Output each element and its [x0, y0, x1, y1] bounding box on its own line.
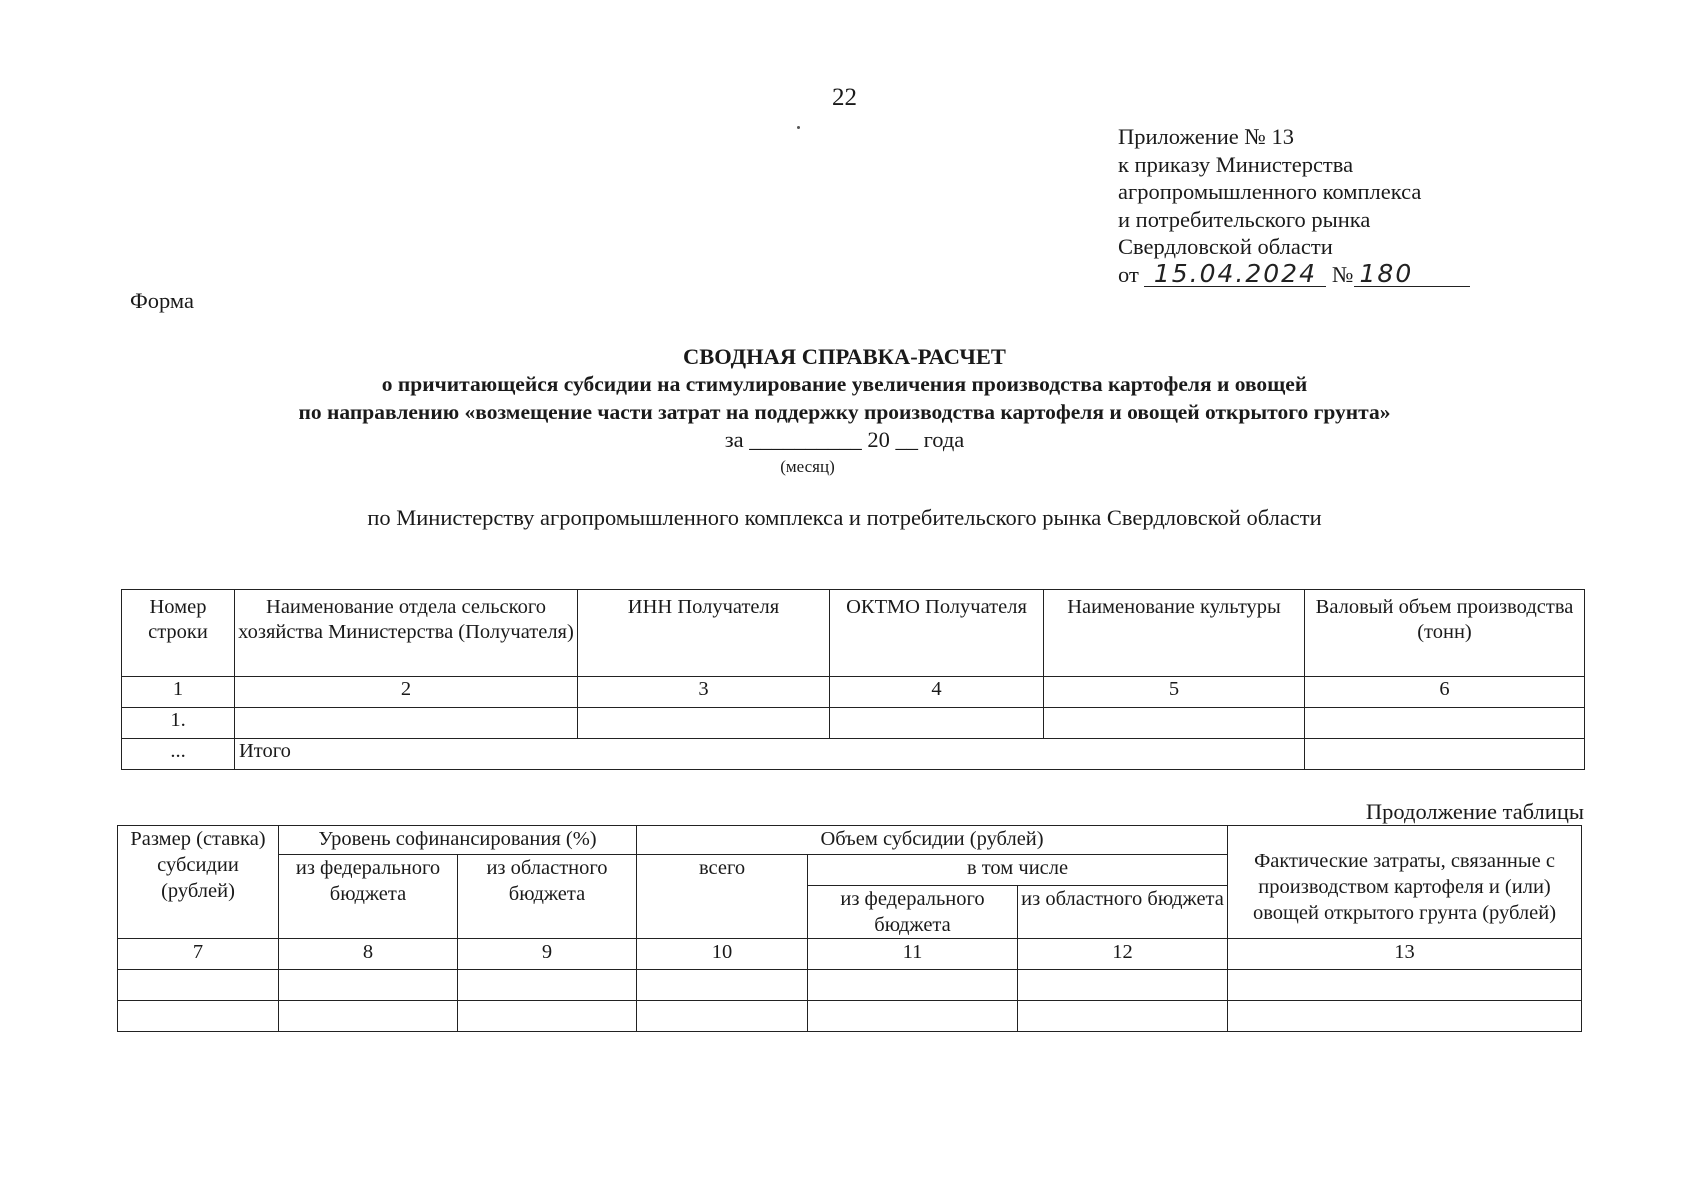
- ellipsis-cell: ...: [122, 739, 235, 770]
- header-oktmo: ОКТМО Получателя: [830, 590, 1044, 677]
- date-prefix: от: [1118, 261, 1139, 287]
- empty-cell: [1228, 970, 1582, 1001]
- header-gross-volume: Валовый объем производства (тонн): [1305, 590, 1585, 677]
- header-subsidy-rate: Размер (ставка) субсидии (рублей): [118, 826, 279, 939]
- column-number: 11: [808, 939, 1018, 970]
- table-header-row: [118, 826, 1582, 855]
- empty-cell: [1305, 708, 1585, 739]
- table-row: [118, 1001, 1582, 1032]
- header-including: в том числе: [808, 855, 1228, 886]
- empty-cell: [578, 708, 830, 739]
- appendix-line-1: Приложение № 13: [1118, 124, 1294, 149]
- column-number: 5: [1044, 677, 1305, 708]
- header-row-number: Номер строки: [122, 590, 235, 677]
- handwritten-number: 180: [1354, 262, 1470, 287]
- header-subsidy-federal: из федерального бюджета: [808, 886, 1018, 939]
- total-label: Итого: [235, 739, 1305, 770]
- column-number: 13: [1228, 939, 1582, 970]
- column-number: 8: [279, 939, 458, 970]
- empty-cell: [279, 970, 458, 1001]
- month-hint: (месяц): [780, 457, 835, 476]
- document-subtitle-2: по направлению «возмещение части затрат на поддержку производства картофеля и овощей открытого грунта»: [298, 400, 1391, 424]
- header-inn: ИНН Получателя: [578, 590, 830, 677]
- column-number: 7: [118, 939, 279, 970]
- empty-cell: [458, 1001, 637, 1032]
- empty-cell: [118, 1001, 279, 1032]
- header-subsidy-volume: Объем субсидии (рублей): [637, 826, 1228, 855]
- table-continuation-label: Продолжение таблицы: [1365, 799, 1584, 824]
- empty-cell: [458, 970, 637, 1001]
- appendix-line-5: Свердловской области: [1118, 234, 1333, 260]
- header-subsidy-regional: из областного бюджета: [1018, 886, 1228, 939]
- empty-cell: [235, 708, 578, 739]
- column-number: 12: [1018, 939, 1228, 970]
- header-department-name: Наименование отдела сельского хозяйства Министерства (Получателя): [235, 590, 578, 677]
- header-subsidy-total: всего: [637, 855, 808, 939]
- number-prefix: №: [1332, 261, 1354, 287]
- document-subtitle-1: о причитающейся субсидии на стимулирование увеличения производства картофеля и овощей: [381, 372, 1308, 396]
- empty-cell: [637, 970, 808, 1001]
- empty-cell: [1018, 1001, 1228, 1032]
- empty-cell: [1228, 1001, 1582, 1032]
- page-number: 22: [832, 84, 857, 111]
- column-number: 1: [122, 677, 235, 708]
- column-number: 4: [830, 677, 1044, 708]
- appendix-line-2: к приказу Министерства: [1118, 151, 1354, 177]
- empty-cell: [1044, 708, 1305, 739]
- column-number: 2: [235, 677, 578, 708]
- appendix-line-3: агропромышленного комплекса: [1118, 179, 1422, 205]
- handwritten-date: 15.04.2024: [1144, 262, 1326, 287]
- empty-cell: [808, 970, 1018, 1001]
- header-actual-costs: Фактические затраты, связанные с производством картофеля и (или) овощей открытого грунта (рублей): [1228, 826, 1582, 939]
- row-number-cell: 1.: [122, 708, 235, 739]
- table-header-row: [122, 590, 1585, 677]
- period-hint: [0, 457, 1689, 477]
- form-label: Форма: [130, 288, 195, 313]
- scan-speck: [797, 126, 800, 129]
- empty-cell: [1018, 970, 1228, 1001]
- calculation-table: [121, 589, 1585, 770]
- reporting-period-line: за __________ 20 __ года: [724, 427, 965, 452]
- header-cofinancing-regional: из областного бюджета: [458, 855, 637, 939]
- empty-cell: [637, 1001, 808, 1032]
- ministry-line: по Министерству агропромышленного комплекса и потребительского рынка Свердловской области: [367, 505, 1322, 530]
- calculation-table-continuation: [117, 825, 1582, 1032]
- header-crop-name: Наименование культуры: [1044, 590, 1305, 677]
- column-number: 6: [1305, 677, 1585, 708]
- column-number-row: [118, 939, 1582, 970]
- header-cofinancing-federal: из федерального бюджета: [279, 855, 458, 939]
- appendix-line-4: и потребительского рынка: [1118, 206, 1371, 232]
- empty-cell: [808, 1001, 1018, 1032]
- header-cofinancing-level: Уровень софинансирования (%): [279, 826, 637, 855]
- column-number: 9: [458, 939, 637, 970]
- table-row: [118, 970, 1582, 1001]
- table-row: [122, 708, 1585, 739]
- column-number: 10: [637, 939, 808, 970]
- column-number-row: [122, 677, 1585, 708]
- column-number: 3: [578, 677, 830, 708]
- total-row: [122, 739, 1585, 770]
- empty-cell: [1305, 739, 1585, 770]
- document-title: СВОДНАЯ СПРАВКА-РАСЧЕТ: [683, 344, 1006, 369]
- empty-cell: [830, 708, 1044, 739]
- empty-cell: [279, 1001, 458, 1032]
- appendix-block: [1118, 123, 1470, 289]
- empty-cell: [118, 970, 279, 1001]
- appendix-date-line: [1118, 258, 1470, 289]
